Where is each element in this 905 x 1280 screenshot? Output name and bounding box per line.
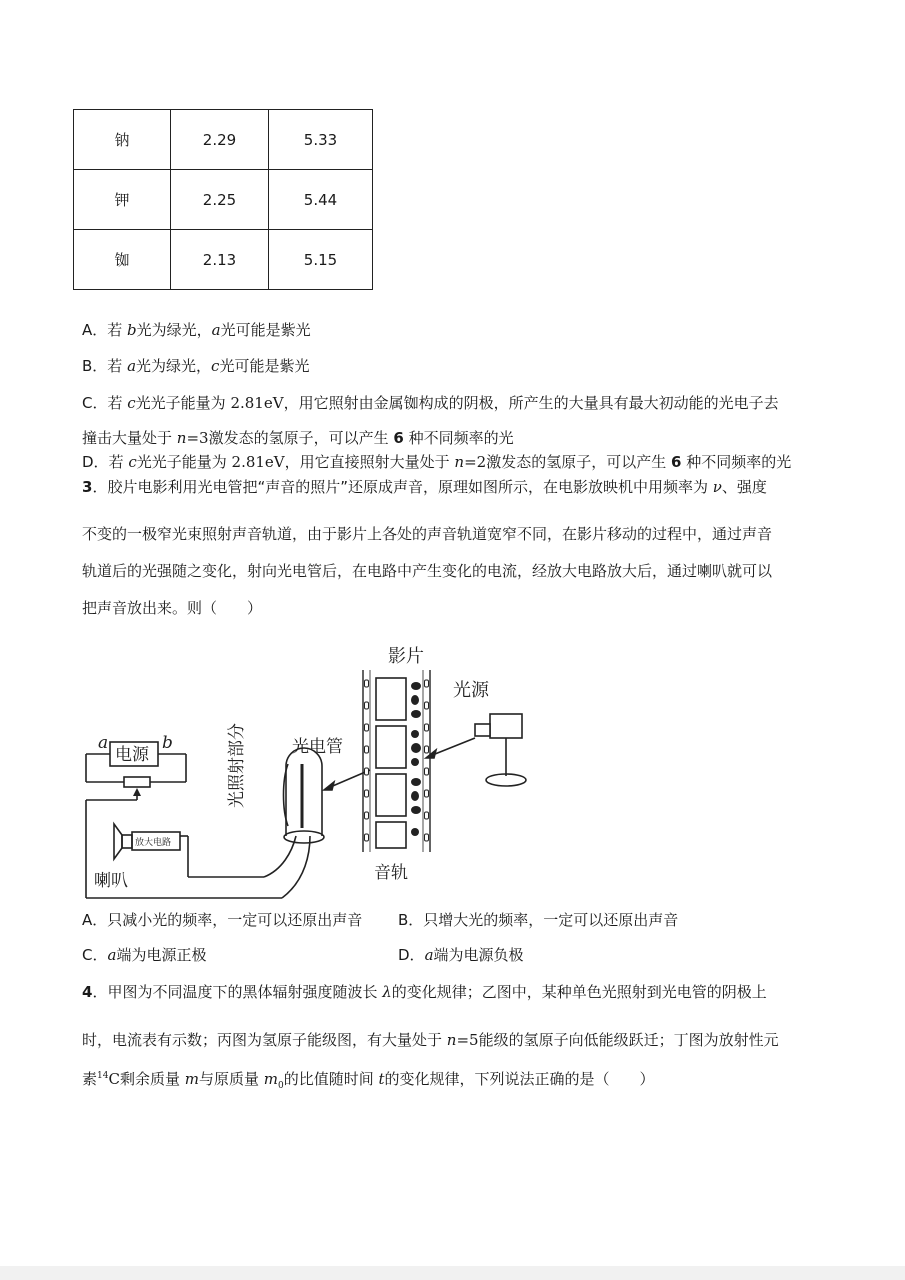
variable: a — [107, 946, 117, 964]
question-4-line-1 — [82, 982, 767, 1002]
table-cell: 5.33 — [269, 110, 373, 170]
question-text: ．胶片电影利用光电管把“声音的照片”还原成声音，原理如图所示，在电影放映机中用频率为 — [92, 478, 713, 496]
phototube-bulb — [286, 748, 322, 836]
q3-option-d — [398, 945, 524, 965]
option-text: 激发态的氢原子，可以产生 — [486, 453, 671, 471]
option-text: 端为电源负极 — [433, 946, 524, 964]
q3-option-b — [398, 910, 678, 930]
option-text: 光可能是紫光 — [219, 357, 310, 375]
label-soundtrack: 音轨 — [374, 863, 408, 883]
variable: n — [454, 453, 465, 471]
option-c — [82, 393, 779, 413]
metal-table — [73, 109, 373, 290]
option-text: 只增大光的频率，一定可以还原出声音 — [423, 911, 679, 929]
table-cell: 钠 — [74, 110, 171, 170]
question-text: 的变化规律，下列说法正确的是（ ） — [384, 1070, 655, 1088]
question-text: 的变化规律；乙图中，某种单色光照射到光电管的阴极上 — [391, 983, 767, 1001]
energy-value: 2.81eV — [230, 394, 284, 412]
option-text: 端为电源正极 — [116, 946, 207, 964]
question-text: 时，电流表有示数；丙图为氢原子能级图，有大量处于 — [82, 1031, 447, 1049]
option-b — [82, 356, 309, 376]
variable: c — [128, 453, 137, 471]
option-label: D． — [398, 946, 425, 964]
question-3-line-4: 把声音放出来。则（ ） — [82, 599, 263, 617]
variable: λ — [382, 983, 392, 1001]
question-text: ．甲图为不同温度下的黑体辐射强度随波长 — [92, 983, 383, 1001]
question-number: 3 — [82, 478, 93, 496]
count-value: 6 — [393, 429, 404, 447]
table-cell: 5.44 — [269, 170, 373, 230]
isotope-mass-number: 14 — [97, 1071, 109, 1081]
option-label: A． — [82, 321, 108, 339]
option-text: 激发态的氢原子，可以产生 — [208, 429, 394, 447]
table-cell: 2.29 — [171, 110, 269, 170]
option-text: 光光子能量为 — [136, 453, 232, 471]
label-amplifier: 放大电路 — [135, 838, 172, 848]
question-3-line-2: 不变的一极窄光束照射声音轨道，由于影片上各处的声音轨道宽窄不同，在影片移动的过程中，通过声音 — [82, 525, 773, 543]
variable: a — [127, 357, 137, 375]
question-text: 剩余质量 — [119, 1070, 185, 1088]
question-4-line-3 — [82, 1066, 655, 1096]
option-label: B． — [82, 357, 108, 375]
question-text: 素 — [82, 1070, 98, 1088]
label-film: 影片 — [388, 646, 424, 667]
variable: n — [176, 429, 187, 447]
option-text: 种不同频率的光 — [681, 453, 792, 471]
rheostat-slider — [133, 788, 141, 796]
option-c-continued — [82, 428, 514, 448]
label-lit-part: 光照射部分 — [227, 723, 247, 808]
option-text: 若 — [107, 394, 128, 412]
table-cell: 钾 — [74, 170, 171, 230]
variable: ν — [712, 478, 722, 496]
option-text: 撞击大量处于 — [82, 429, 177, 447]
variable: b — [127, 321, 137, 339]
variable: n — [446, 1031, 457, 1049]
option-d — [82, 452, 791, 472]
table-cell: 2.13 — [171, 230, 269, 290]
energy-value: 2.81eV — [231, 453, 285, 471]
option-text: 若 — [107, 321, 128, 339]
table-row — [74, 230, 373, 290]
variable: a — [424, 946, 434, 964]
label-a: a — [98, 733, 109, 753]
level-value: =2 — [464, 453, 487, 471]
variable: c — [127, 394, 136, 412]
option-label: B． — [398, 911, 424, 929]
option-text: 若 — [107, 357, 128, 375]
question-4-line-2 — [82, 1030, 779, 1050]
rheostat — [124, 777, 150, 787]
label-light-source: 光源 — [453, 680, 489, 701]
option-label: C． — [82, 946, 108, 964]
option-label: A． — [82, 911, 108, 929]
subscript: 0 — [277, 1081, 284, 1091]
variable: t — [378, 1070, 385, 1088]
question-text: 、强度 — [721, 478, 767, 496]
question-text: 能级的氢原子向低能级跃迁；丁图为放射性元 — [478, 1031, 779, 1049]
option-text: ，用它照射由金属铷构成的阴极，所产生的大量具有最大初动能的光电子去 — [283, 394, 779, 412]
option-label: C． — [82, 394, 108, 412]
question-text: 与原质量 — [198, 1070, 264, 1088]
option-text: 种不同频率的光 — [403, 429, 514, 447]
phototube-figure — [70, 640, 540, 905]
isotope-symbol: C — [108, 1070, 120, 1088]
label-power: 电源 — [115, 745, 149, 765]
q3-option-a — [82, 910, 362, 930]
option-text: 只减小光的频率，一定可以还原出声音 — [107, 911, 363, 929]
question-3-line-3: 轨道后的光强随之变化，射向光电管后，在电路中产生变化的电流，经放大电路放大后，通过喇叭就可以 — [82, 562, 773, 580]
variable: m — [263, 1070, 278, 1088]
label-phototube: 光电管 — [292, 737, 343, 757]
level-value: =5 — [456, 1031, 479, 1049]
table-cell: 2.25 — [171, 170, 269, 230]
option-text: 光为绿光， — [136, 321, 212, 339]
variable: m — [184, 1070, 199, 1088]
option-text: ，用它直接照射大量处于 — [284, 453, 455, 471]
option-text: 光为绿光， — [136, 357, 212, 375]
label-speaker: 喇叭 — [94, 871, 128, 891]
table-row — [74, 170, 373, 230]
option-text: 若 — [108, 453, 129, 471]
table-cell: 铷 — [74, 230, 171, 290]
variable: a — [211, 321, 221, 339]
variable: c — [211, 357, 220, 375]
table-row — [74, 110, 373, 170]
option-text: 光光子能量为 — [135, 394, 231, 412]
q3-option-c — [82, 945, 206, 965]
option-label: D． — [82, 453, 109, 471]
speaker — [122, 835, 132, 848]
question-text: 的比值随时间 — [283, 1070, 379, 1088]
question-number: 4 — [82, 983, 93, 1001]
option-a — [82, 320, 311, 340]
level-value: =3 — [186, 429, 209, 447]
label-b: b — [162, 733, 173, 753]
option-text: 光可能是紫光 — [220, 321, 311, 339]
table-cell: 5.15 — [269, 230, 373, 290]
page-bottom-bar — [0, 1266, 905, 1280]
light-source — [475, 714, 526, 786]
count-value: 6 — [671, 453, 682, 471]
question-3-line-1 — [82, 477, 767, 497]
